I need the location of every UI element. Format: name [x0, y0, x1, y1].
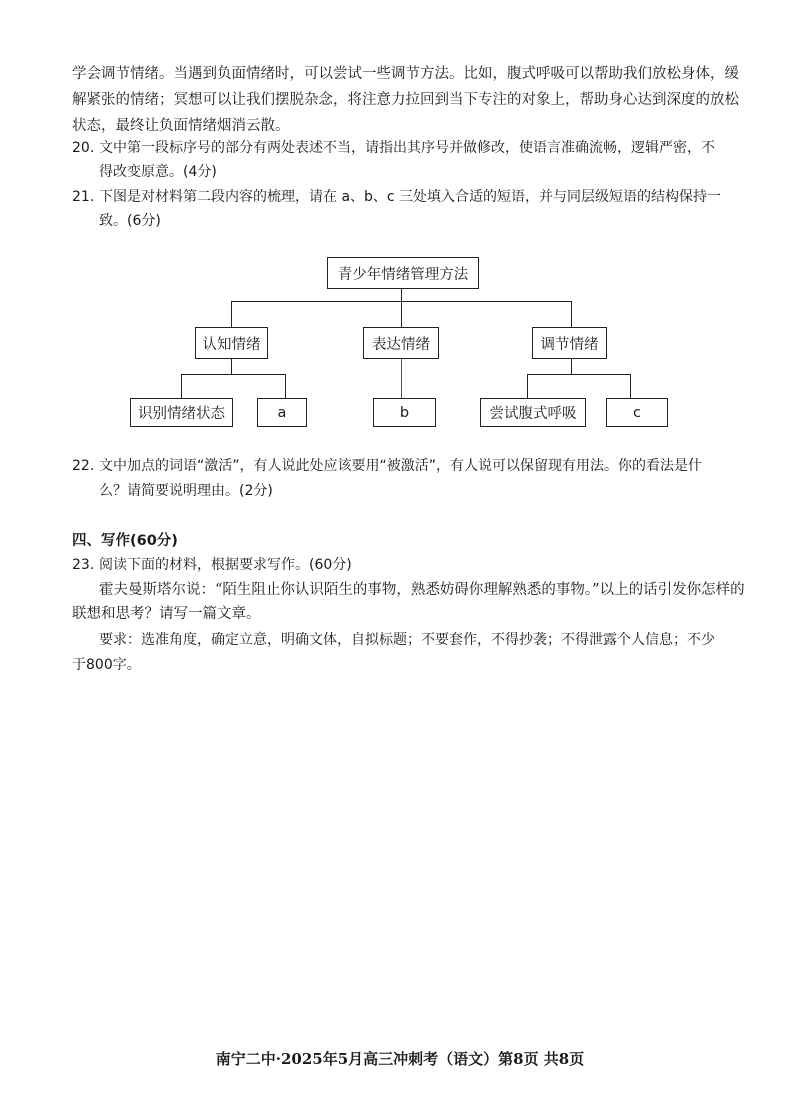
writing-material-line-1: 霍夫曼斯塔尔说：“陌生阻止你认识陌生的事物，熟悉妨碍你理解熟悉的事物。”以上的话引发你怎样的 — [99, 582, 745, 598]
q20-line-2: 得改变原意。(4分) — [99, 164, 217, 180]
connector — [527, 374, 528, 398]
writing-material-line-2: 联想和思考？请写一篇文章。 — [72, 606, 261, 622]
q23-line-1: 阅读下面的材料，根据要求写作。(60分) — [99, 557, 352, 573]
diagram-leaf-c: c — [606, 398, 668, 427]
q22-line-1: 文中加点的词语“激活”，有人说此处应该要用“被激活”，有人说可以保留现有用法。你的看法是什 — [99, 458, 703, 474]
connector — [630, 374, 631, 398]
connector — [527, 374, 630, 375]
connector — [571, 301, 572, 327]
connector — [401, 301, 402, 327]
q21-line-1: 下图是对材料第二段内容的梳理，请在 a、b、c 三处填入合适的短语，并与同层级短语的结构保持一 — [99, 189, 722, 205]
connector — [231, 301, 232, 327]
diagram-node-regulate: 调节情绪 — [532, 327, 607, 359]
q20-number: 20. — [72, 140, 95, 156]
q20-line-1: 文中第一段标序号的部分有两处表述不当，请指出其序号并做修改，使语言准确流畅，逻辑严密，不 — [99, 140, 715, 156]
q21-number: 21. — [72, 189, 95, 205]
connector — [285, 374, 286, 398]
writing-requirement-line-1: 要求：选准角度，确定立意，明确文体，自拟标题；不要套作，不得抄袭；不得泄露个人信息；不少 — [99, 632, 715, 648]
diagram-root-box: 青少年情绪管理方法 — [327, 257, 479, 289]
q22-number: 22. — [72, 458, 95, 474]
diagram-leaf-a: a — [257, 398, 307, 427]
intro-line-3: 状态，最终让负面情绪烟消云散。 — [72, 118, 290, 134]
diagram-node-express: 表达情绪 — [363, 327, 439, 359]
connector — [231, 359, 232, 374]
connector — [181, 374, 182, 398]
connector — [181, 374, 285, 375]
q23-number: 23. — [72, 557, 95, 573]
writing-requirement-line-2: 于800字。 — [72, 657, 141, 673]
intro-line-1: 学会调节情绪。当遇到负面情绪时，可以尝试一些调节方法。比如，腹式呼吸可以帮助我们放松身体，缓 — [72, 66, 739, 82]
connector — [401, 289, 402, 301]
diagram-node-cognize: 认知情绪 — [195, 327, 268, 359]
diagram-leaf-identify: 识别情绪状态 — [130, 398, 233, 427]
q21-line-2: 致。(6分) — [99, 213, 161, 229]
section-title: 四、写作(60分) — [72, 533, 178, 549]
connector — [571, 359, 572, 374]
diagram-leaf-breathing: 尝试腹式呼吸 — [480, 398, 586, 427]
diagram-leaf-b: b — [373, 398, 436, 427]
page-footer: 南宁二中·2025年5月高三冲刺考（语文）第8页 共8页 — [215, 1050, 585, 1068]
q22-line-2: 么？请简要说明理由。(2分) — [99, 483, 273, 499]
intro-line-2: 解紧张的情绪；冥想可以让我们摆脱杂念，将注意力拉回到当下专注的对象上，帮助身心达到深度的放松 — [72, 92, 739, 108]
connector — [401, 359, 402, 398]
